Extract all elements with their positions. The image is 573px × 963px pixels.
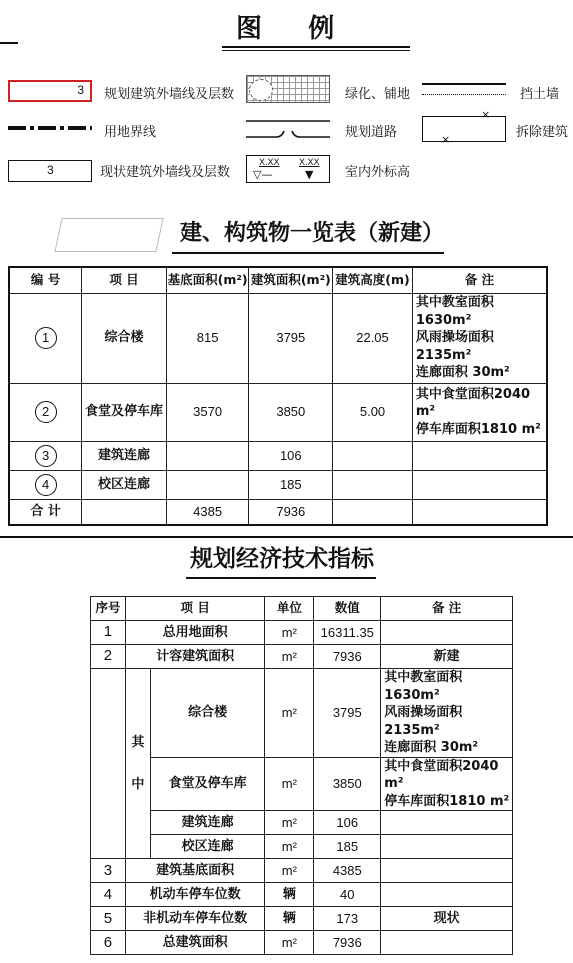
faint-building-shape [54, 218, 163, 252]
elevation-value: X.XX [299, 157, 320, 167]
cell-notes [412, 383, 547, 441]
column-header: 项 目 [82, 267, 167, 293]
cell-item: 校区连廊 [82, 470, 167, 499]
buildings-table [8, 266, 548, 526]
row-number: 1 [35, 327, 57, 349]
cross-icon: × [481, 108, 491, 121]
cell-area: 185 [249, 470, 333, 499]
table-row [9, 383, 547, 441]
table-row [91, 835, 513, 859]
cell-notes [412, 441, 547, 470]
note-line: 其中教室面积1630m² [415, 295, 494, 328]
table-row [91, 669, 513, 758]
table-row [91, 859, 513, 883]
cell-value: 7936 [314, 931, 381, 955]
cell-notes [381, 757, 513, 811]
table-row [91, 811, 513, 835]
note-line: 其中教室面积1630m² [384, 670, 463, 703]
note-line: 停车库面积1810 m² [415, 421, 541, 437]
cell-notes [381, 669, 513, 758]
indicators-table [90, 596, 513, 955]
cell-note: 现状 [381, 907, 513, 931]
cell-item: 食堂及停车库 [82, 383, 167, 441]
cell-unit: m² [265, 811, 314, 835]
table-row [9, 470, 547, 499]
elevation-sample [246, 155, 330, 183]
table-row [91, 931, 513, 955]
cell-height [333, 470, 413, 499]
elevation-triangle-open-icon: ▽— [253, 168, 273, 181]
cell-unit: m² [265, 757, 314, 811]
cell-item: 计容建筑面积 [125, 645, 265, 669]
legend-label: 室内外标高 [345, 165, 411, 180]
cell-item: 机动车停车位数 [125, 883, 265, 907]
legend-label: 规划建筑外墙线及层数 [104, 87, 235, 102]
cell-base: 815 [166, 293, 249, 383]
cell-base [166, 441, 249, 470]
section-divider [0, 536, 573, 538]
cell-height: 5.00 [333, 383, 413, 441]
cell-value: 106 [314, 811, 381, 835]
note-line: 其中食堂面积2040 m² [415, 386, 531, 420]
cell-item: 建筑连廊 [150, 811, 265, 835]
cell-note [381, 883, 513, 907]
sub-group-char: 中 [131, 776, 145, 792]
cell-item: 非机动车停车位数 [125, 907, 265, 931]
table-header-row [9, 267, 547, 293]
column-header: 备 注 [412, 267, 547, 293]
note-line: 连廊面积 30m² [384, 740, 479, 756]
table-row [91, 621, 513, 645]
cell-value: 3850 [314, 757, 381, 811]
note-line: 停车库面积1810 m² [384, 793, 510, 809]
total-area: 7936 [249, 499, 333, 525]
legend-label: 挡土墙 [520, 87, 560, 102]
column-header: 基底面积(m²) [166, 267, 249, 293]
cell-value: 4385 [314, 859, 381, 883]
demolish-sample [422, 108, 506, 146]
cell-notes [412, 293, 547, 383]
cell-item: 建筑连廊 [82, 441, 167, 470]
column-header: 单位 [265, 597, 314, 621]
floor-count: 3 [47, 163, 54, 177]
cross-icon: × [441, 133, 451, 146]
cell-base: 3570 [166, 383, 249, 441]
green-paving-sample [246, 75, 330, 103]
planned-building-sample [8, 80, 92, 102]
column-header: 序号 [91, 597, 126, 621]
cell-value: 7936 [314, 645, 381, 669]
road-lines-icon [246, 117, 330, 141]
cell-item: 综合楼 [150, 669, 265, 758]
legend-label: 绿化、铺地 [345, 87, 411, 102]
row-number: 2 [91, 645, 126, 669]
cell-value: 173 [314, 907, 381, 931]
existing-building-sample [8, 160, 92, 182]
cell-item: 综合楼 [82, 293, 167, 383]
sub-group-char: 其 [131, 735, 145, 751]
cell-base [166, 470, 249, 499]
legend-label: 规划道路 [345, 125, 398, 140]
retaining-wall-sample [422, 83, 506, 95]
cell-unit: m² [265, 621, 314, 645]
total-base: 4385 [166, 499, 249, 525]
cell-unit: 辆 [265, 883, 314, 907]
cell-area: 106 [249, 441, 333, 470]
table-row [91, 645, 513, 669]
column-header: 建筑面积(m²) [249, 267, 333, 293]
table-row [91, 883, 513, 907]
cell-unit: m² [265, 645, 314, 669]
row-number: 3 [91, 859, 126, 883]
table-total-row [9, 499, 547, 525]
cell-item: 校区连廊 [150, 835, 265, 859]
cell-unit: m² [265, 931, 314, 955]
cell-item: 总用地面积 [125, 621, 265, 645]
cell-value: 40 [314, 883, 381, 907]
indicators-table-title: 规划经济技术指标 [190, 546, 374, 572]
row-number: 5 [91, 907, 126, 931]
planned-road-sample [246, 117, 330, 141]
legend-title-underline [222, 46, 410, 48]
table-row [9, 441, 547, 470]
row-number: 4 [35, 474, 57, 496]
row-number: 2 [35, 401, 57, 423]
tree-icon [249, 79, 273, 101]
buildings-table-title: 建、构筑物一览表（新建） [180, 221, 445, 246]
column-header: 备 注 [381, 597, 513, 621]
indicators-title-underline [186, 577, 376, 579]
buildings-title-underline [172, 252, 444, 254]
table-row [91, 757, 513, 811]
cell-unit: m² [265, 835, 314, 859]
cell-notes [412, 470, 547, 499]
column-header: 建筑高度(m) [333, 267, 413, 293]
cell-height [333, 441, 413, 470]
legend-label: 拆除建筑 [516, 125, 569, 140]
total-label: 合 计 [9, 499, 82, 525]
column-header: 数值 [314, 597, 381, 621]
cell-height: 22.05 [333, 293, 413, 383]
cell-value: 3795 [314, 669, 381, 758]
legend-title: 图 例 [236, 14, 337, 44]
cell-note [381, 621, 513, 645]
note-line: 风雨操场面积2135m² [384, 705, 463, 738]
column-header: 编 号 [9, 267, 82, 293]
row-number: 3 [35, 445, 57, 467]
legend-label: 现状建筑外墙线及层数 [100, 165, 231, 180]
sub-group-label [125, 669, 150, 859]
cell-value: 16311.35 [314, 621, 381, 645]
left-edge-mark [0, 42, 18, 44]
column-header: 项 目 [125, 597, 265, 621]
cell-area: 3850 [249, 383, 333, 441]
cell-item: 建筑基底面积 [125, 859, 265, 883]
cell-unit: 辆 [265, 907, 314, 931]
row-number: 6 [91, 931, 126, 955]
cell-note [381, 859, 513, 883]
note-line: 连廊面积 30m² [415, 365, 510, 381]
table-row [9, 293, 547, 383]
cell-value: 185 [314, 835, 381, 859]
row-number: 1 [91, 621, 126, 645]
legend-title-underline-2 [222, 50, 410, 51]
cell-unit: m² [265, 859, 314, 883]
cell-item: 总建筑面积 [125, 931, 265, 955]
note-line: 风雨操场面积2135m² [415, 330, 494, 363]
cell-area: 3795 [249, 293, 333, 383]
floor-count: 3 [77, 83, 84, 97]
table-row [91, 907, 513, 931]
table-header-row [91, 597, 513, 621]
cell-item: 食堂及停车库 [150, 757, 265, 811]
site-boundary-sample [8, 126, 92, 130]
elevation-value: X.XX [259, 157, 280, 167]
note-line: 其中食堂面积2040 m² [384, 758, 499, 792]
cell-note: 新建 [381, 645, 513, 669]
row-number: 4 [91, 883, 126, 907]
cell-note [381, 931, 513, 955]
legend-label: 用地界线 [104, 125, 157, 140]
elevation-triangle-filled-icon: ▼ [305, 168, 314, 181]
cell-unit: m² [265, 669, 314, 758]
